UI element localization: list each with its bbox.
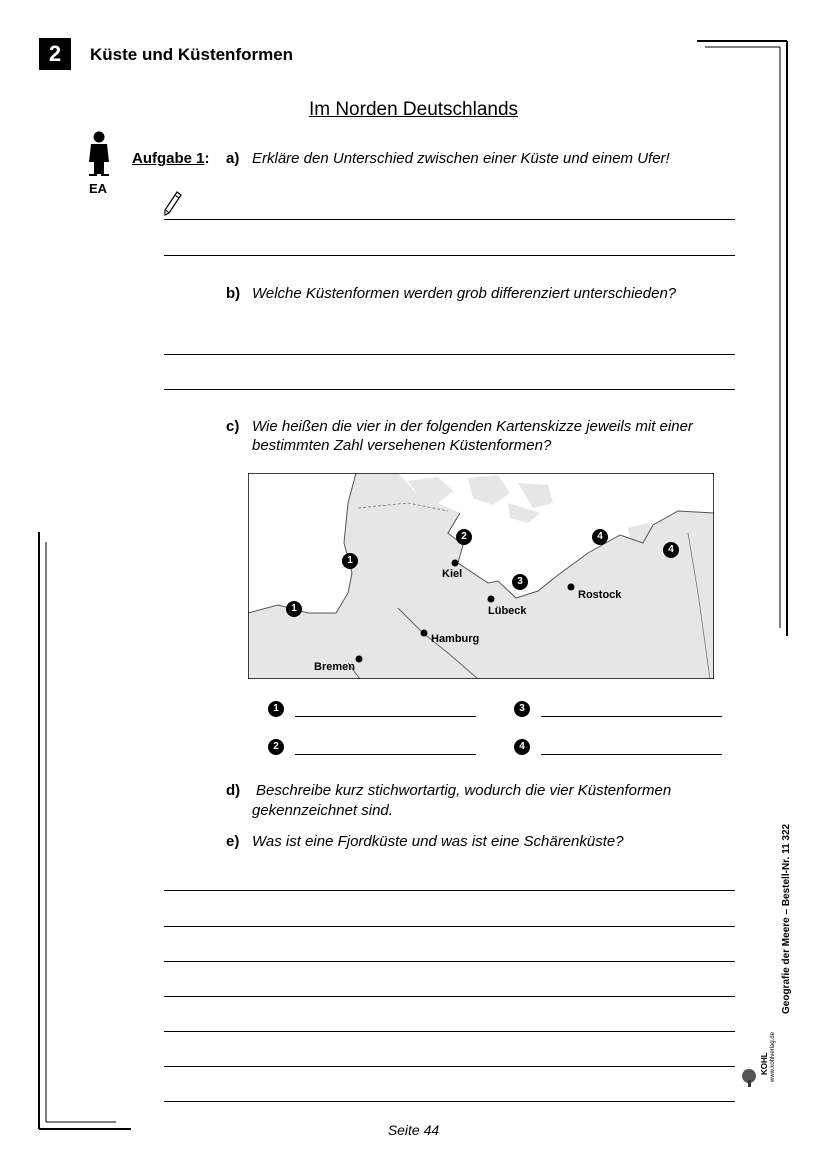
question-e-letter: e) bbox=[226, 833, 240, 850]
page-title: Im Norden Deutschlands bbox=[308, 99, 519, 120]
answer-slot-3-line[interactable] bbox=[541, 716, 722, 717]
answer-line-e3[interactable] bbox=[164, 961, 735, 962]
answer-line-e4[interactable] bbox=[164, 996, 735, 997]
city-label-luebeck: Lübeck bbox=[488, 605, 527, 617]
city-label-rostock: Rostock bbox=[578, 589, 622, 601]
question-d-letter: d) bbox=[226, 782, 241, 799]
publisher-logo-icon bbox=[740, 1066, 762, 1088]
city-label-kiel: Kiel bbox=[442, 568, 463, 580]
task-label-text: Aufgabe 1 bbox=[132, 150, 205, 167]
answer-slot-1-line[interactable] bbox=[295, 716, 476, 717]
answer-slot-2-line[interactable] bbox=[295, 754, 476, 755]
city-label-hamburg: Hamburg bbox=[431, 633, 480, 645]
question-a-text: Erkläre den Unterschied zwischen einer Küste und einem Ufer! bbox=[252, 150, 670, 167]
task-label-colon: : bbox=[204, 150, 210, 167]
map-marker-3: 3 bbox=[512, 574, 528, 590]
sidebar-order-info: Geografie der Meere – Bestell-Nr. 11 322 bbox=[781, 823, 792, 1014]
question-e-text: Was ist eine Fjordküste und was ist eine Schärenküste? bbox=[252, 833, 624, 850]
coast-map bbox=[248, 473, 714, 679]
answer-slot-3-badge: 3 bbox=[514, 701, 530, 717]
question-b-text: Welche Küstenformen werden grob differenziert unterschieden? bbox=[252, 285, 677, 302]
answer-line-e2[interactable] bbox=[164, 926, 735, 927]
map-marker-1-west: 1 bbox=[286, 601, 302, 617]
question-a-letter: a) bbox=[226, 150, 240, 167]
publisher-url: www.kohlverlag.de bbox=[770, 1031, 776, 1082]
answer-line-e1[interactable] bbox=[164, 890, 735, 891]
question-b-letter: b) bbox=[226, 285, 241, 302]
person-icon bbox=[86, 130, 112, 178]
question-c-text-line1: Wie heißen die vier in der folgenden Kartenskizze jeweils mit einer bbox=[252, 418, 693, 435]
page-number: Seite 44 bbox=[387, 1122, 440, 1138]
map-marker-2: 2 bbox=[456, 529, 472, 545]
answer-line-b1[interactable] bbox=[164, 354, 735, 355]
map-marker-4-east: 4 bbox=[663, 542, 679, 558]
answer-line-a1[interactable] bbox=[164, 219, 735, 220]
answer-slot-4-badge: 4 bbox=[514, 739, 530, 755]
answer-slot-2-badge: 2 bbox=[268, 739, 284, 755]
answer-line-e5[interactable] bbox=[164, 1031, 735, 1032]
city-label-bremen: Bremen bbox=[314, 661, 355, 673]
question-c-letter: c) bbox=[226, 418, 240, 435]
map-marker-4-center: 4 bbox=[592, 529, 608, 545]
chapter-number: 2 bbox=[39, 38, 71, 70]
answer-slot-1-badge: 1 bbox=[268, 701, 284, 717]
question-d-text-line1: Beschreibe kurz stichwortartig, wodurch die vier Küstenformen bbox=[256, 782, 672, 799]
answer-line-e7[interactable] bbox=[164, 1101, 735, 1102]
question-c-text-line2: bestimmten Zahl versehenen Küstenformen? bbox=[252, 437, 552, 454]
task-label bbox=[132, 150, 210, 167]
work-mode-label: EA bbox=[89, 181, 108, 196]
pencil-icon bbox=[163, 190, 183, 218]
answer-line-a2[interactable] bbox=[164, 255, 735, 256]
publisher-name: KOHL bbox=[760, 1052, 769, 1075]
map-marker-1-north: 1 bbox=[342, 553, 358, 569]
answer-line-e6[interactable] bbox=[164, 1066, 735, 1067]
chapter-title: Küste und Küstenformen bbox=[90, 45, 294, 64]
answer-line-b2[interactable] bbox=[164, 389, 735, 390]
question-d-text-line2: gekennzeichnet sind. bbox=[252, 802, 393, 819]
answer-slot-4-line[interactable] bbox=[541, 754, 722, 755]
